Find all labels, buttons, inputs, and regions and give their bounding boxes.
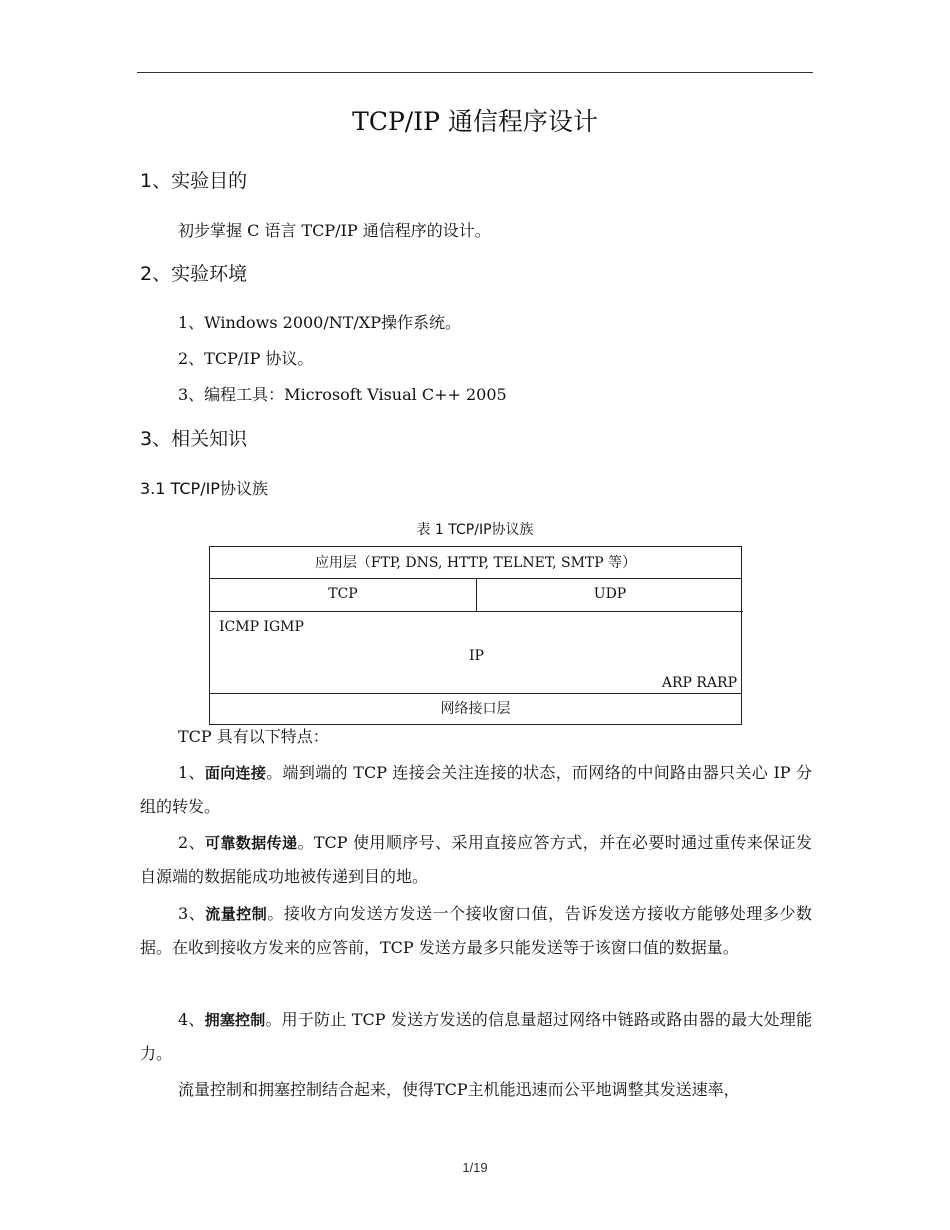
closing-paragraph	[140, 1073, 812, 1107]
feature-3	[140, 897, 812, 965]
features-intro: TCP 具有以下特点：	[178, 727, 329, 746]
feature-4-title: 拥塞控制	[204, 1011, 266, 1029]
section-1-text: 初步掌握 C 语言 TCP/IP 通信程序的设计。	[178, 221, 491, 240]
feature-3-text: 。接收方向发送方发送一个接收窗口值，告诉发送方接收方能够处理多少数据。在收到接收方发来的应答前，TCP 发送方最多只能发送等于该窗口值的数据量。	[140, 904, 812, 957]
feature-4	[140, 1003, 812, 1071]
protocol-table	[209, 546, 742, 725]
feature-2	[140, 826, 812, 894]
table-caption: 表 1 TCP/IP协议族	[416, 522, 534, 538]
tcp-cell: TCP	[210, 579, 477, 612]
udp-cell: UDP	[477, 579, 743, 612]
section-3-heading: 3、相关知识	[140, 428, 248, 450]
ip-label: IP	[469, 648, 484, 664]
feature-2-text: 。TCP 使用顺序号、采用直接应答方式，并在必要时通过重传来保证发自源端的数据能成功地被传递到目的地。	[140, 833, 812, 886]
app-layer-cell: 应用层（FTP, DNS, HTTP, TELNET, SMTP 等）	[210, 547, 741, 579]
feature-2-title: 可靠数据传递	[205, 834, 298, 852]
feature-2-num: 2、	[178, 833, 205, 852]
subsection-3-1-heading: 3.1 TCP/IP协议族	[140, 479, 268, 498]
feature-1-title: 面向连接	[204, 764, 267, 782]
section-2-heading: 2、实验环境	[140, 263, 248, 285]
feature-4-text: 。用于防止 TCP 发送方发送的信息量超过网络中链路或路由器的最大处理能力。	[140, 1010, 812, 1063]
ip-layer-cell	[210, 612, 741, 694]
closing-text: 流量控制和拥塞控制结合起来，使得TCP主机能迅速而公平地调整其发送速率，	[178, 1080, 740, 1099]
env-item-3: 3、编程工具：Microsoft Visual C++ 2005	[178, 385, 507, 404]
arp-rarp-label: ARP RARP	[661, 675, 737, 691]
feature-1-text: 。端到端的 TCP 连接会关注连接的状态，而网络的中间路由器只关心 IP 分组的转发。	[140, 763, 812, 816]
page-number: 1/19	[462, 1160, 488, 1175]
section-1-heading: 1、实验目的	[140, 170, 248, 192]
feature-1	[140, 756, 812, 824]
feature-3-num: 3、	[178, 904, 206, 923]
network-interface-cell: 网络接口层	[440, 701, 511, 717]
env-item-2: 2、TCP/IP 协议。	[178, 349, 314, 368]
icmp-igmp-label: ICMP IGMP	[219, 619, 304, 635]
env-item-1: 1、Windows 2000/NT/XP操作系统。	[178, 313, 461, 332]
document-title: TCP/IP 通信程序设计	[352, 107, 598, 136]
header-rule	[137, 72, 813, 73]
feature-1-num: 1、	[178, 763, 205, 782]
feature-3-title: 流量控制	[205, 905, 268, 923]
feature-4-num: 4、	[178, 1010, 205, 1029]
